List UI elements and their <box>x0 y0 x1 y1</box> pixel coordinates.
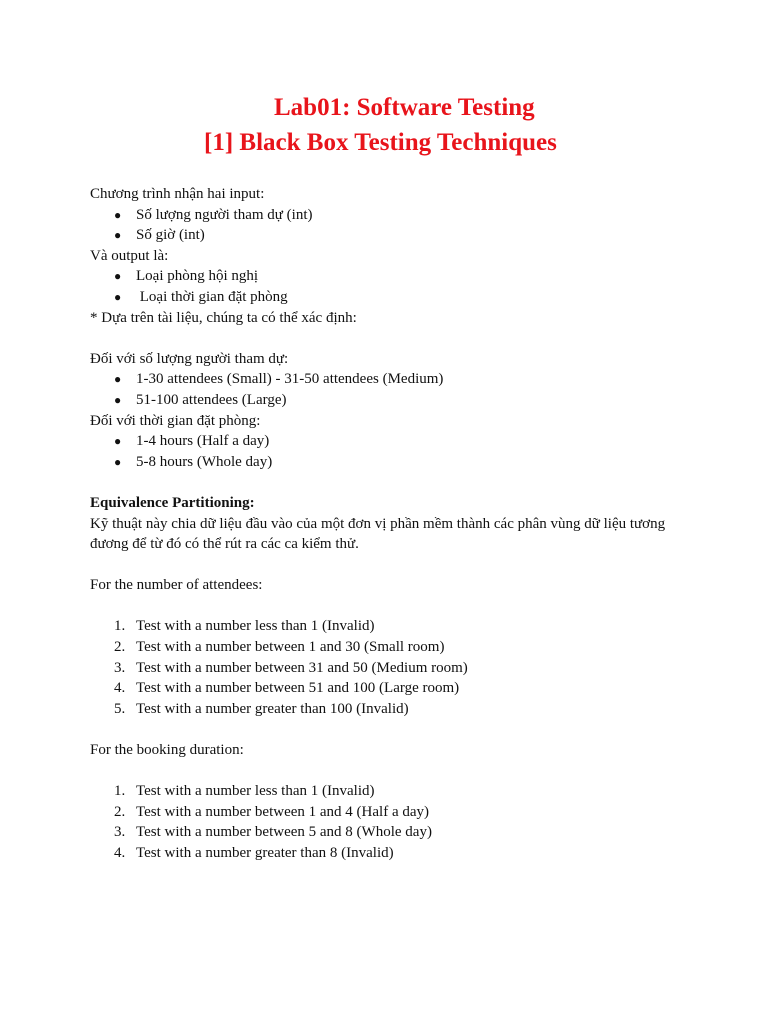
list-item: 4. Test with a number greater than 8 (Invalid) <box>114 845 394 861</box>
bullet-icon: ● <box>114 454 122 469</box>
input-list <box>90 205 690 246</box>
list-item: ● Loại phòng hội nghị <box>114 266 690 287</box>
list-item: 4. Test with a number between 51 and 100 (Large room) <box>114 680 460 697</box>
input-heading: Chương trình nhận hai input: <box>90 186 265 202</box>
note-line: * Dựa trên tài liệu, chúng ta có thể xác định: <box>90 309 357 326</box>
bullet-icon: ● <box>114 289 122 304</box>
duration-heading: Đối với thời gian đặt phòng: <box>90 412 261 429</box>
spacer <box>90 596 690 617</box>
list-item: 1. Test with a number less than 1 (Invalid) <box>114 783 375 800</box>
duration-list <box>90 431 690 472</box>
list-item: 2. Test with a number between 1 and 30 (Small room) <box>114 639 445 656</box>
ep-heading: Equivalence Partitioning: <box>90 494 255 511</box>
ep-description: Kỹ thuật này chia dữ liệu đầu vào của một đơn vị phần mềm thành các phân vùng dữ liệu tương đương để từ đó có thể rút ra các ca kiểm thử. <box>90 515 666 553</box>
bullet-icon: ● <box>114 207 122 222</box>
attendee-tests-list <box>90 616 690 719</box>
bullet-icon: ● <box>114 392 122 407</box>
list-item: ● 5-8 hours (Whole day) <box>114 452 690 473</box>
list-item: 5. Test with a number greater than 100 (Invalid) <box>114 700 409 717</box>
spacer <box>90 761 690 782</box>
spacer <box>90 328 690 349</box>
output-heading: Và output là: <box>90 247 169 264</box>
bullet-icon: ● <box>114 434 122 449</box>
list-item: ● Số lượng người tham dự (int) <box>114 205 690 226</box>
list-item: ● 1-4 hours (Half a day) <box>114 431 690 452</box>
list-item: 3. Test with a number between 31 and 50 (Medium room) <box>114 659 468 676</box>
duration-tests-list <box>90 781 690 863</box>
document-body <box>90 184 690 864</box>
page-title: Lab01: Software Testing <box>274 94 535 121</box>
bullet-icon: ● <box>114 372 122 387</box>
attendee-tests-heading: For the number of attendees: <box>90 577 263 594</box>
list-item: ● Loại thời gian đặt phòng <box>114 287 690 308</box>
list-item: ● 51-100 attendees (Large) <box>114 390 690 411</box>
spacer <box>90 555 690 576</box>
list-item: ● 1-30 attendees (Small) - 31-50 attendees (Medium) <box>114 369 690 390</box>
page-subtitle: [1] Black Box Testing Techniques <box>204 129 557 156</box>
attendees-heading: Đối với số lượng người tham dự: <box>90 350 289 367</box>
spacer <box>90 719 690 740</box>
bullet-icon: ● <box>114 269 122 284</box>
list-item: 2. Test with a number between 1 and 4 (Half a day) <box>114 803 430 820</box>
duration-tests-heading: For the booking duration: <box>90 742 244 759</box>
list-item: 3. Test with a number between 5 and 8 (Whole day) <box>114 824 432 841</box>
output-list <box>90 266 690 307</box>
spacer <box>90 472 690 493</box>
attendees-list <box>90 369 690 410</box>
list-item: ● Số giờ (int) <box>114 225 690 246</box>
list-item: 1. Test with a number less than 1 (Invalid) <box>114 618 375 635</box>
bullet-icon: ● <box>114 228 122 243</box>
